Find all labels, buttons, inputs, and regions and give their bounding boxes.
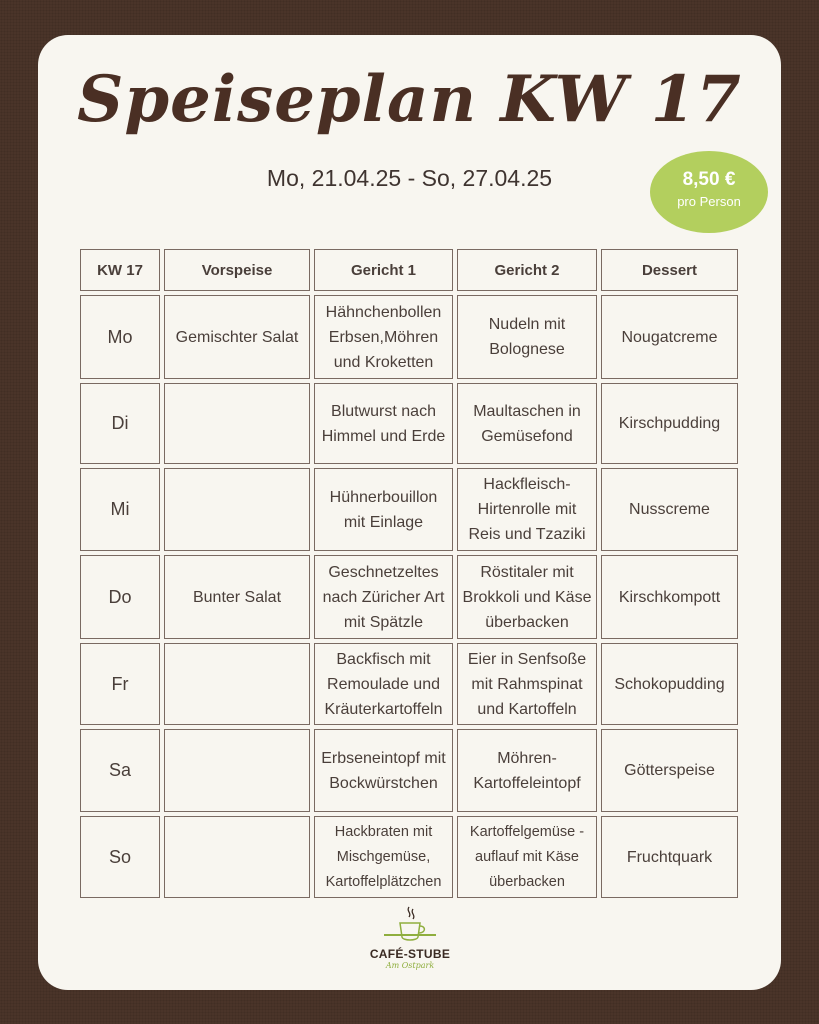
gericht-2-cell: Eier in Senfsoße mit Rahmspinat und Kartoffeln (457, 643, 597, 725)
page-title: Speiseplan KW 17 (77, 62, 742, 137)
dessert-cell: Nougatcreme (601, 295, 738, 379)
row-day-cell: Mo (80, 295, 160, 379)
row-day-cell: Sa (80, 729, 160, 812)
dessert-cell: Fruchtquark (601, 816, 738, 898)
column-header-dessert: Dessert (601, 249, 738, 291)
gericht-1-cell: Backfisch mit Remoulade und Kräuterkartoffeln (314, 643, 453, 725)
gericht-2-cell: Hackfleisch-Hirtenrolle mit Reis und Tzaziki (457, 468, 597, 551)
logo-subtitle: Am Ostpark (385, 961, 435, 970)
gericht-1-cell: Hühnerbouillon mit Einlage (314, 468, 453, 551)
dessert-cell: Götterspeise (601, 729, 738, 812)
gericht-1-cell: Geschnetzeltes nach Züricher Art mit Spätzle (314, 555, 453, 639)
cafe-logo (360, 905, 460, 980)
row-day-cell: Mi (80, 468, 160, 551)
column-header-vorspeise: Vorspeise (164, 249, 310, 291)
row-day-cell: So (80, 816, 160, 898)
menu-table (80, 249, 738, 898)
gericht-1-cell: Hackbraten mit Mischgemüse, Kartoffelplätzchen (314, 816, 453, 898)
vorspeise-cell (164, 468, 310, 551)
price-label: pro Person (677, 194, 741, 209)
dessert-cell: Schokopudding (601, 643, 738, 725)
row-day-cell: Do (80, 555, 160, 639)
price-value: 8,50 € (682, 169, 736, 190)
vorspeise-cell: Gemischter Salat (164, 295, 310, 379)
gericht-2-cell: Röstitaler mit Brokkoli und Käse überbacken (457, 555, 597, 639)
vorspeise-cell (164, 729, 310, 812)
date-range: Mo, 21.04.25 - So, 27.04.25 (266, 165, 553, 191)
gericht-1-cell: Blutwurst nach Himmel und Erde (314, 383, 453, 464)
row-day-cell: Fr (80, 643, 160, 725)
vorspeise-cell: Bunter Salat (164, 555, 310, 639)
coffee-cup-icon (380, 905, 440, 949)
logo-name: CAFÉ-STUBE (369, 947, 451, 961)
dessert-cell: Kirschkompott (601, 555, 738, 639)
gericht-2-cell: Möhren-Kartoffeleintopf (457, 729, 597, 812)
column-header-week: KW 17 (80, 249, 160, 291)
row-day-cell: Di (80, 383, 160, 464)
gericht-1-cell: Hähnchenbollen Erbsen,Möhren und Kroketten (314, 295, 453, 379)
gericht-2-cell: Kartoffelgemüse - auflauf mit Käse überbacken (457, 816, 597, 898)
price-badge (650, 151, 768, 233)
column-header-gericht-2: Gericht 2 (457, 249, 597, 291)
vorspeise-cell (164, 383, 310, 464)
gericht-1-cell: Erbseneintopf mit Bockwürstchen (314, 729, 453, 812)
column-header-gericht-1: Gericht 1 (314, 249, 453, 291)
vorspeise-cell (164, 643, 310, 725)
dessert-cell: Kirschpudding (601, 383, 738, 464)
gericht-2-cell: Maultaschen in Gemüsefond (457, 383, 597, 464)
dessert-cell: Nusscreme (601, 468, 738, 551)
gericht-2-cell: Nudeln mit Bolognese (457, 295, 597, 379)
vorspeise-cell (164, 816, 310, 898)
